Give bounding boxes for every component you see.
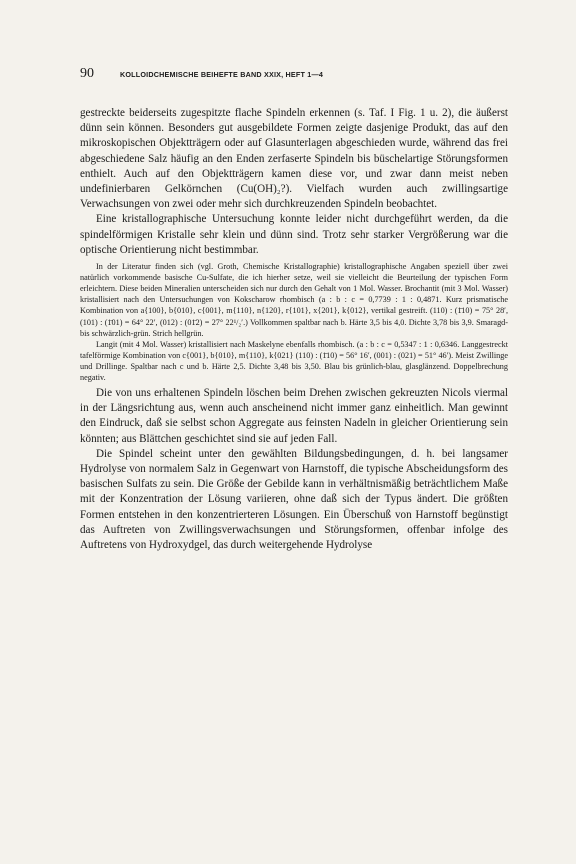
page-number: 90 — [80, 66, 94, 81]
running-head: KOLLOIDCHEMISCHE BEIHEFTE BAND XXIX, HEFT 1—4 — [120, 70, 324, 79]
paragraph: gestreckte beiderseits zugespitzte flache Spindeln erkennen (s. Taf. I Fig. 1 u. 2), die äußerst dünn sein können. Besonders gut ausgebildete Formen zeigte dasjenige Produkt, das auf den mikroskopischen Objektträgern oder auf Glasunterlagen abgeschieden wurde, während das frei abgeschiedene Salz häufig an den Enden zerfaserte Spindeln bis büschelartige Störungsformen enthielt. Auch auf den Objektträgern kamen diese vor, und zwar dann meist neben undefinierbaren Gelkörnchen (Cu(OH)₂?). Vielfach wurden auch zwillingsartige Verwachsungen von zwei oder mehr sich durchkreuzenden Spindeln beobachtet. — [80, 107, 508, 211]
paragraph: Die von uns erhaltenen Spindeln löschen beim Drehen zwischen gekreuzten Nicols viermal in der Längsrichtung aus, wenn auch anscheinend nicht immer ganz einheitlich. Man gewinnt den Eindruck, daß sie selbst schon Aggregate aus feinsten Nadeln in gleicher Orientierung sein könnten; aus Blättchen geschichtet sind sie auf jeden Fall. — [80, 387, 508, 445]
page-header — [80, 66, 508, 82]
small-print-paragraph: In der Literatur finden sich (vgl. Groth, Chemische Kristallographie) kristallographische Angaben speziell über zwei natürlich vorkommende basische Cu-Sulfate, die ich hierher setze, weil sie vielleicht die Beurteilung der typischen Form erleichtern. Diese beiden Mineralien unterscheiden sich nur durch den Gehalt von 1 Mol. Wasser. Brochantit (mit 3 Mol. Wasser) kristallisiert nach den Untersuchungen von Kokscharow rhombisch (a : b : c = 0,7739 : 1 : 0,4871. Kurz prismatische Kombination von a{100}, b{010}, c{001}, m{110}, n{120}, r{101}, x{201}, k{012}, vertikal gestreift. (110) : (1̄10) = 75° 28′, (101) : (1̄01) = 64° 22′, (012) : (01̄2) = 27° 22¹/₂′.) Vollkommen spaltbar nach b. Härte 3,5 bis 4,0. Dichte 3,78 bis 3,9. Smaragd- bis schwärzlich-grün. Strich hellgrün. — [80, 262, 508, 338]
body-text-top — [80, 106, 508, 258]
small-print-block — [80, 261, 508, 383]
paragraph: Eine kristallographische Untersuchung konnte leider nicht durchgeführt werden, da die spindelförmigen Kristalle sehr klein und dünn sind. Trotz sehr starker Vergrößerung war die optische Orientierung nicht bestimmbar. — [80, 213, 508, 256]
paragraph: Die Spindel scheint unter den gewählten Bildungsbedingungen, d. h. bei langsamer Hydrolyse von normalem Salz in Gegenwart von Harnstoff, die typische Abscheidungsform des basischen Sulfats zu sein. Die Größe der Gebilde kann in verhältnismäßig beträchtlichem Maße mit der Konzentration der Lösung variieren, ohne daß sich der Typus ändert. Die größten Formen entstehen in den konzentrierteren Lösungen. Ein Überschuß von Harnstoff begünstigt das Auftreten von Zwillingsverwachsungen und Störungsformen, offenbar infolge des Auftretens von Hydroxydgel, das durch weitergehende Hydrolyse — [80, 447, 508, 552]
body-text-bottom — [80, 386, 508, 553]
page — [80, 66, 508, 553]
small-print-paragraph: Langit (mit 4 Mol. Wasser) kristallisiert nach Maskelyne ebenfalls rhombisch. (a : b : c = 0,5347 : 1 : 0,6346. Langgestreckt tafelförmige Kombination von c{001}, b{010}, m{110}, k{021} (110) : (1̄10) = 56° 16′, (001) : (021) = 51° 46′). Meist Zwillinge und Drillinge. Spaltbar nach c und b. Härte 2,5. Dichte 3,48 bis 3,50. Blau bis grünlich-blau, glasglänzend. Doppelbrechung negativ. — [80, 339, 508, 382]
